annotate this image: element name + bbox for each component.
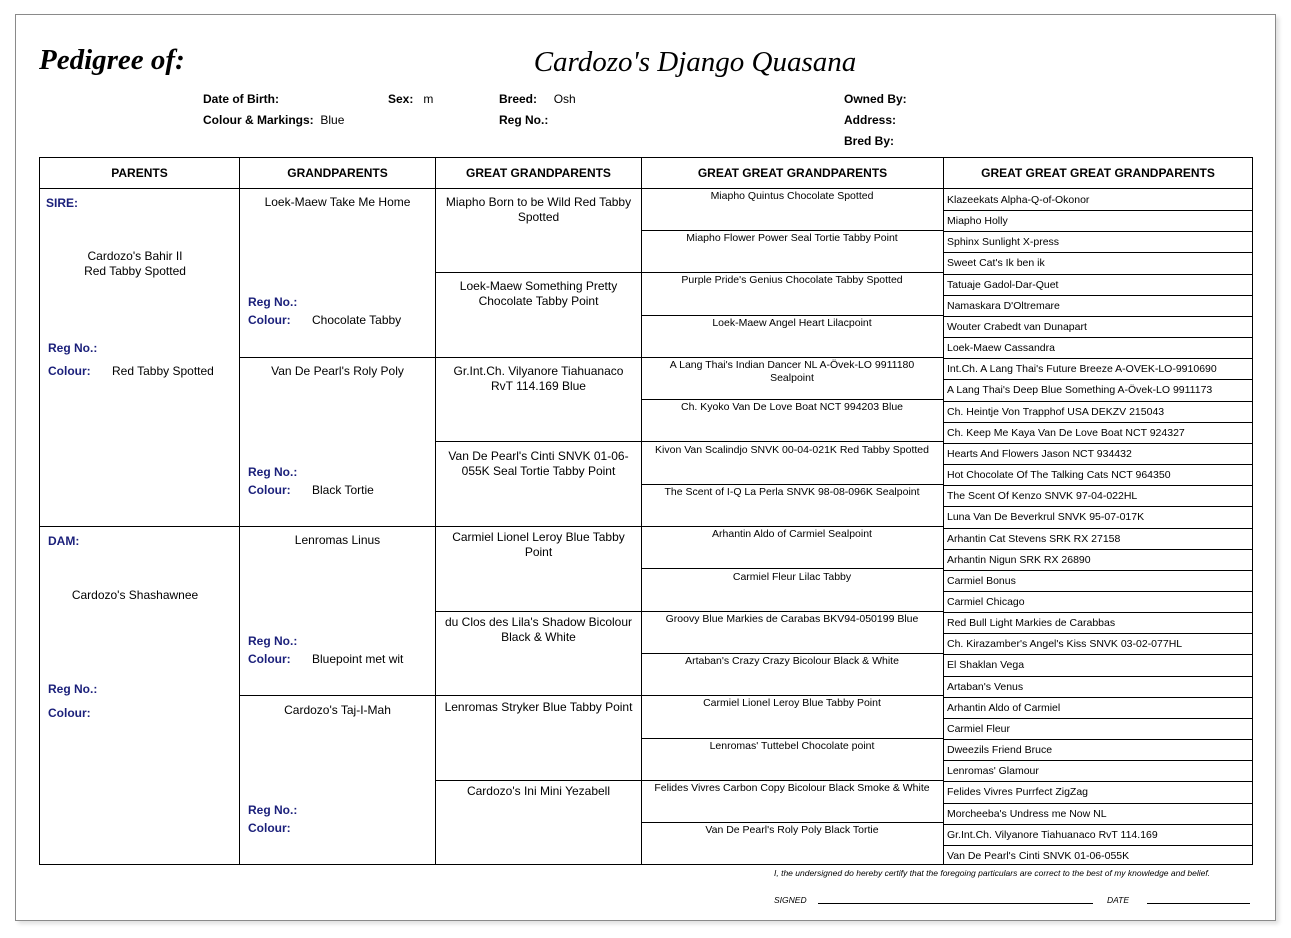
great-grandparent-name: Lenromas Stryker Blue Tabby Point [444, 700, 633, 714]
grandparent-colour-value: Black Tortie [312, 483, 374, 497]
great-grandparents-divider [435, 611, 943, 612]
great-great-grandparent-name: A Lang Thai's Indian Dancer NL A-Övek-LO 9911180 Sealpoint [669, 359, 915, 384]
great-great-great-grandparent-name: Int.Ch. A Lang Thai's Future Breeze A-OVEK-LO-9910690 [947, 363, 1217, 376]
breed-row [499, 92, 576, 106]
column-divider [943, 158, 944, 864]
grandparent-name: Lenromas Linus [294, 533, 381, 547]
colour-label: Colour & Markings: [203, 113, 314, 127]
great-great-great-grandparent-name: Arhantin Aldo of Carmiel [947, 701, 1061, 714]
owned-by-label: Owned By: [844, 92, 907, 106]
owned-by-row [844, 92, 907, 106]
great-grandparent-name: Gr.Int.Ch. Vilyanore Tiahuanaco RvT 114.169 Blue [453, 364, 624, 393]
great-great-great-grandparent-name: Felides Vivres Purrfect ZigZag [947, 786, 1089, 799]
great-great-great-grandparent-name: Carmiel Chicago [947, 595, 1025, 608]
address-label: Address: [844, 113, 897, 127]
great-great-grandparent-name: Loek-Maew Angel Heart Lilacpoint [712, 317, 872, 329]
great-great-great-grandparent-name: Loek-Maew Cassandra [947, 342, 1055, 355]
grandparent-reg-label: Reg No.: [248, 295, 298, 309]
reg-label: Reg No.: [499, 113, 549, 127]
dam-name: Cardozo's Shashawnee [71, 588, 199, 602]
address-row [844, 113, 896, 127]
great-great-great-grandparent-name: Ch. Kirazamber's Angel's Kiss SNVK 03-02-077HL [947, 638, 1183, 651]
great-great-grandparent-name: Artaban's Crazy Crazy Bicolour Black & White [685, 655, 899, 667]
great-grandparent-name: Carmiel Lionel Leroy Blue Tabby Point [452, 530, 625, 559]
ggg-divider [641, 738, 943, 739]
great-great-great-grandparent-name: Wouter Crabedt van Dunapart [947, 320, 1087, 333]
sire-label: SIRE: [46, 196, 79, 210]
ggg-divider [641, 315, 943, 316]
great-great-great-grandparent-name: Red Bull Light Markies de Carabbas [947, 617, 1116, 630]
great-great-great-grandparent-name: Ch. Heintje Von Trapphof USA DEKZV 215043 [947, 405, 1165, 418]
grandparent-colour-label: Colour: [248, 313, 291, 327]
great-great-grandparent-name: Felides Vivres Carbon Copy Bicolour Black Smoke & White [654, 782, 930, 794]
col-header-great-great-grandparents: GREAT GREAT GRANDPARENTS [697, 166, 888, 180]
dam-reg-label: Reg No.: [48, 682, 98, 696]
col-header-grandparents: GRANDPARENTS [287, 166, 388, 180]
great-great-grandparent-name: Purple Pride's Genius Chocolate Tabby Spotted [681, 274, 903, 286]
great-grandparent-name: Cardozo's Ini Mini Yezabell [466, 784, 611, 798]
great-great-great-grandparent-name: Klazeekats Alpha-Q-of-Okonor [947, 194, 1090, 206]
great-great-grandparent-name: Kivon Van Scalindjo SNVK 00-04-021K Red Tabby Spotted [655, 444, 929, 456]
sire-colour-label: Colour: [48, 364, 91, 378]
column-divider [239, 158, 240, 864]
great-great-grandparent-name: Miapho Quintus Chocolate Spotted [710, 190, 874, 202]
grandparents-divider [239, 357, 943, 358]
dam-colour-label: Colour: [48, 706, 91, 720]
great-great-great-grandparent-name: Namaskara D'Oltremare [947, 299, 1060, 312]
great-great-grandparent-name: Carmiel Lionel Leroy Blue Tabby Point [703, 697, 881, 709]
great-great-grandparent-name: Lenromas' Tuttebel Chocolate point [709, 740, 875, 752]
great-great-grandparent-name: Miapho Flower Power Seal Tortie Tabby Point [686, 232, 898, 244]
sex-row [388, 92, 433, 106]
grandparent-name: Loek-Maew Take Me Home [264, 195, 411, 209]
ggg-divider [641, 399, 943, 400]
great-great-great-grandparent-name: Hearts And Flowers Jason NCT 934432 [947, 447, 1132, 460]
pedigree-table [39, 157, 1253, 865]
grandparent-reg-label: Reg No.: [248, 634, 298, 648]
column-divider [435, 158, 436, 864]
great-great-great-grandparent-name: Miapho Holly [947, 215, 1008, 228]
ggg-divider [641, 568, 943, 569]
great-great-great-grandparent-name: Arhantin Nigun SRK RX 26890 [947, 553, 1091, 566]
great-great-grandparent-name: Arhantin Aldo of Carmiel Sealpoint [712, 528, 872, 540]
signed-label: SIGNED [774, 895, 807, 905]
sire-name: Cardozo's Bahir II Red Tabby Spotted [84, 249, 186, 278]
great-grandparents-divider [435, 780, 943, 781]
bred-by-label: Bred By: [844, 134, 895, 148]
date-label: DATE [1107, 895, 1130, 905]
col-header-great-great-great-grandparents: GREAT GREAT GREAT GRANDPARENTS [981, 166, 1215, 180]
ggg-divider [641, 230, 943, 231]
grandparent-colour-label: Colour: [248, 652, 291, 666]
sex-value: m [423, 92, 434, 106]
great-great-great-grandparent-name: Gr.Int.Ch. Vilyanore Tiahuanaco RvT 114.169 [947, 828, 1158, 841]
great-great-great-grandparent-name: Lenromas' Glamour [947, 765, 1039, 778]
great-grandparent-name: Miapho Born to be Wild Red Tabby Spotted [445, 195, 632, 224]
great-great-grandparent-name: Groovy Blue Markies de Carabas BKV94-050199 Blue [665, 613, 919, 625]
bred-by-row [844, 134, 894, 148]
column-divider [641, 158, 642, 864]
great-great-great-grandparent-name: The Scent Of Kenzo SNVK 97-04-022HL [947, 490, 1138, 503]
grandparent-colour-value: Chocolate Tabby [312, 313, 402, 327]
great-great-great-grandparent-name: Luna Van De Beverkrul SNVK 95-07-017K [947, 511, 1145, 524]
parents-divider [40, 526, 943, 527]
great-great-great-grandparent-name: Dweezils Friend Bruce [947, 744, 1053, 757]
great-grandparents-divider [435, 272, 943, 273]
sire-colour-value: Red Tabby Spotted [112, 364, 214, 378]
grandparent-name: Van De Pearl's Roly Poly [271, 364, 404, 378]
grandparent-colour-label: Colour: [248, 483, 291, 497]
breed-value: Osh [553, 92, 576, 106]
grandparent-colour-label: Colour: [248, 821, 291, 835]
colour-value: Blue [320, 113, 345, 127]
great-grandparent-name: du Clos des Lila's Shadow Bicolour Black & White [444, 615, 633, 644]
great-great-great-grandparent-name: Carmiel Fleur [947, 722, 1011, 735]
signature-line[interactable] [818, 903, 1093, 904]
ggg-divider [641, 822, 943, 823]
great-great-grandparent-name: Van De Pearl's Roly Poly Black Tortie [705, 824, 879, 836]
great-grandparents-divider [435, 441, 943, 442]
date-line[interactable] [1147, 903, 1250, 904]
colour-row [203, 113, 344, 127]
ggg-divider [641, 484, 943, 485]
reg-row [499, 113, 548, 127]
great-great-grandparent-name: Ch. Kyoko Van De Love Boat NCT 994203 Blue [681, 401, 903, 413]
great-great-great-grandparent-name: Carmiel Bonus [947, 574, 1016, 587]
sex-label: Sex: [388, 92, 414, 106]
great-great-great-grandparent-name: Artaban's Venus [947, 680, 1024, 693]
great-great-great-grandparent-name: Sphinx Sunlight X-press [947, 236, 1060, 249]
sire-reg-label: Reg No.: [48, 341, 98, 355]
great-great-great-grandparent-name: Morcheeba's Undress me Now NL [947, 807, 1107, 820]
grandparent-reg-label: Reg No.: [248, 465, 298, 479]
great-great-great-grandparent-name: Tatuaje Gadol-Dar-Quet [947, 278, 1059, 291]
great-great-grandparent-name: The Scent of I-Q La Perla SNVK 98-08-096K Sealpoint [664, 486, 920, 498]
great-grandparent-name: Van De Pearl's Cinti SNVK 01-06-055K Seal Tortie Tabby Point [448, 449, 629, 478]
dam-label: DAM: [48, 534, 80, 548]
cat-name: Cardozo's Django Quasana [533, 46, 857, 78]
grandparent-reg-label: Reg No.: [248, 803, 298, 817]
great-great-great-grandparent-name: Ch. Keep Me Kaya Van De Love Boat NCT 924327 [947, 426, 1185, 439]
great-grandparent-name: Loek-Maew Something Pretty Chocolate Tabby Point [459, 279, 618, 308]
breed-label: Breed: [499, 92, 538, 106]
grandparent-colour-value: Bluepoint met wit [312, 652, 404, 666]
great-great-great-grandparent-name: El Shaklan Vega [947, 659, 1025, 672]
great-great-great-grandparent-name: Arhantin Cat Stevens SRK RX 27158 [947, 532, 1121, 545]
great-great-great-grandparent-name: Sweet Cat's Ik ben ik [947, 257, 1045, 270]
dob-label: Date of Birth: [203, 92, 279, 106]
col-header-great-grandparents: GREAT GRANDPARENTS [466, 166, 611, 180]
great-great-great-grandparent-name: Hot Chocolate Of The Talking Cats NCT 964350 [947, 469, 1171, 482]
great-great-grandparent-name: Carmiel Fleur Lilac Tabby [732, 571, 852, 583]
ggg-divider [641, 653, 943, 654]
certification-text: I, the undersigned do hereby certify that the foregoing particulars are correct to the best of my knowledge and belief. [774, 868, 1211, 878]
dob-row [203, 92, 279, 106]
great-great-great-grandparent-name: Van De Pearl's Cinti SNVK 01-06-055K [947, 849, 1130, 862]
page-title: Pedigree of: [39, 44, 185, 76]
grandparent-name: Cardozo's Taj-I-Mah [284, 703, 391, 717]
col-header-parents: PARENTS [111, 166, 168, 180]
grandparents-divider [239, 695, 943, 696]
great-great-great-grandparent-name: A Lang Thai's Deep Blue Something A-Övek-LO 9911173 [947, 384, 1213, 397]
